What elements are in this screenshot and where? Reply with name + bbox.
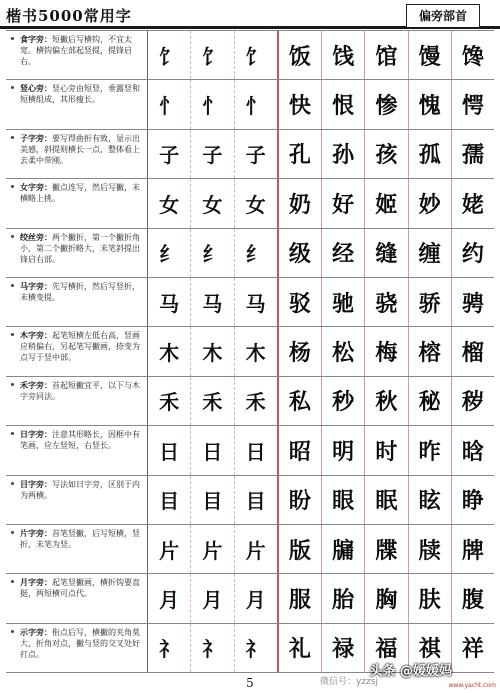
- character-glyph: 眠: [375, 488, 398, 515]
- radical-instruction: 先写横折，然后写竖折，末横变提。: [20, 281, 140, 302]
- radical-row: [6, 327, 494, 376]
- character-cell: [322, 80, 365, 128]
- brand-watermark: 头条 @媛媛妈: [369, 664, 452, 679]
- character-glyph: 福: [375, 636, 398, 663]
- radical-description: [6, 327, 148, 375]
- character-cell: [279, 80, 322, 128]
- practice-cells: [148, 476, 494, 524]
- radical-row: [6, 377, 494, 426]
- character-cell: [365, 426, 408, 474]
- practice-cells: [148, 179, 494, 227]
- radical-glyph: 木: [159, 341, 180, 366]
- practice-cells: [148, 426, 494, 474]
- radical-row: [6, 80, 494, 129]
- radical-cell: [148, 476, 191, 524]
- radical-glyph: 片: [245, 538, 266, 563]
- radical-name: 子字旁：: [20, 133, 52, 143]
- character-cell: [365, 574, 408, 622]
- character-glyph: 馒: [418, 43, 441, 70]
- radical-cell: [148, 426, 191, 474]
- radical-cell: [191, 229, 234, 277]
- character-glyph: 骁: [375, 290, 398, 317]
- radical-cell: [235, 476, 279, 524]
- character-cell: [322, 278, 365, 326]
- practice-cells: [148, 327, 494, 375]
- radical-name: 片字旁：: [20, 528, 52, 538]
- practice-cells: [148, 278, 494, 326]
- character-cell: [452, 278, 494, 326]
- character-cell: [409, 130, 452, 178]
- character-glyph: 秒: [332, 389, 355, 416]
- character-cell: [279, 327, 322, 375]
- character-glyph: 经: [332, 241, 355, 268]
- character-cell: [322, 130, 365, 178]
- radical-glyph: 禾: [245, 390, 266, 415]
- radical-cell: [191, 525, 234, 573]
- radical-glyph: 子: [159, 143, 180, 168]
- character-cell: [322, 31, 365, 79]
- radical-cell: [191, 31, 234, 79]
- character-glyph: 孤: [418, 142, 441, 169]
- radical-glyph: 目: [159, 489, 180, 514]
- character-cell: [322, 229, 365, 277]
- radical-instruction: 撇点连写，然后写撇，末横略上挑。: [20, 183, 140, 204]
- practice-cells: [148, 525, 494, 573]
- radical-glyph: 马: [159, 291, 180, 316]
- site-watermark: www.yacht.com: [448, 682, 496, 689]
- radical-description: [6, 179, 148, 227]
- radical-name: 木字旁：: [20, 331, 52, 341]
- radical-glyph: 子: [202, 143, 223, 168]
- character-glyph: 妙: [418, 191, 441, 218]
- radical-cell: [148, 624, 191, 672]
- character-cell: [452, 229, 494, 277]
- character-cell: [409, 525, 452, 573]
- radical-cell: [148, 278, 191, 326]
- character-glyph: 杨: [288, 340, 311, 367]
- character-glyph: 祥: [461, 636, 484, 663]
- practice-cells: [148, 80, 494, 128]
- radical-glyph: 片: [159, 538, 180, 563]
- character-glyph: 惨: [375, 93, 398, 120]
- radical-name: 示字旁：: [20, 627, 52, 637]
- character-glyph: 服: [288, 586, 311, 613]
- radical-name: 绞丝旁：: [20, 232, 52, 242]
- radical-description: [6, 377, 148, 425]
- radical-cell: [235, 229, 279, 277]
- radical-row: [6, 525, 494, 574]
- character-glyph: 牍: [418, 537, 441, 564]
- radical-cell: [235, 31, 279, 79]
- character-glyph: 孔: [288, 142, 311, 169]
- radical-cell: [191, 80, 234, 128]
- radical-name: 目字旁：: [20, 479, 52, 489]
- character-glyph: 松: [332, 340, 355, 367]
- character-cell: [365, 476, 408, 524]
- character-cell: [279, 476, 322, 524]
- radical-cell: [191, 278, 234, 326]
- radical-description: [6, 426, 148, 474]
- radical-cell: [235, 80, 279, 128]
- practice-cells: [148, 574, 494, 622]
- radical-cell: [235, 377, 279, 425]
- character-cell: [409, 476, 452, 524]
- radical-glyph: 月: [202, 587, 223, 612]
- radical-description: [6, 624, 148, 672]
- character-glyph: 榴: [461, 340, 484, 367]
- radical-row: [6, 179, 494, 228]
- radical-glyph: 礻: [159, 637, 180, 662]
- character-cell: [452, 377, 494, 425]
- character-glyph: 孺: [461, 142, 484, 169]
- radical-description: [6, 31, 148, 79]
- practice-cells: [148, 377, 494, 425]
- radical-glyph: 月: [245, 587, 266, 612]
- radical-description: [6, 525, 148, 573]
- character-cell: [322, 525, 365, 573]
- character-cell: [279, 525, 322, 573]
- character-cell: [279, 229, 322, 277]
- radical-cell: [148, 525, 191, 573]
- character-cell: [322, 574, 365, 622]
- radical-row: [6, 30, 494, 80]
- character-glyph: 饯: [332, 43, 355, 70]
- radical-cell: [148, 179, 191, 227]
- character-glyph: 缠: [418, 241, 441, 268]
- character-cell: [409, 31, 452, 79]
- character-glyph: 姥: [461, 191, 484, 218]
- character-cell: [452, 624, 494, 672]
- radical-glyph: 饣: [245, 44, 266, 69]
- character-glyph: 奶: [288, 191, 311, 218]
- character-cell: [279, 574, 322, 622]
- radical-name: 马字旁：: [20, 281, 52, 291]
- practice-cells: [148, 130, 494, 178]
- character-cell: [279, 179, 322, 227]
- page-number: 5: [246, 676, 254, 690]
- radical-glyph: 子: [245, 143, 266, 168]
- character-glyph: 快: [288, 93, 311, 120]
- radical-instruction: 注意其形略长，因框中有笔画，应左竖短，右竖长。: [20, 430, 140, 451]
- character-glyph: 驰: [332, 290, 355, 317]
- radical-instruction: 写法如日字旁，区别于内为两横。: [20, 479, 140, 500]
- character-cell: [409, 574, 452, 622]
- character-cell: [365, 278, 408, 326]
- radical-cell: [235, 130, 279, 178]
- character-glyph: 牌: [461, 537, 484, 564]
- radical-glyph: 饣: [159, 44, 180, 69]
- character-glyph: 明: [332, 438, 355, 465]
- radical-cell: [235, 624, 279, 672]
- character-cell: [279, 624, 322, 672]
- character-cell: [279, 377, 322, 425]
- radical-glyph: 禾: [159, 390, 180, 415]
- radical-glyph: 忄: [159, 94, 180, 119]
- radical-cell: [148, 327, 191, 375]
- radical-description: [6, 130, 148, 178]
- radical-glyph: 纟: [245, 242, 266, 267]
- character-cell: [279, 426, 322, 474]
- radical-instruction: 起笔短横左低右高，竖画应稍偏右，另起笔写撇画，捺变为点写于竖中部。: [20, 331, 140, 363]
- character-cell: [452, 31, 494, 79]
- character-cell: [279, 31, 322, 79]
- character-cell: [452, 426, 494, 474]
- radical-cell: [148, 80, 191, 128]
- character-glyph: 级: [288, 241, 311, 268]
- character-glyph: 愕: [461, 93, 484, 120]
- book-title: 楷书5000常用字: [6, 7, 132, 25]
- character-cell: [409, 179, 452, 227]
- character-cell: [322, 179, 365, 227]
- radical-row: [6, 476, 494, 525]
- character-cell: [452, 130, 494, 178]
- radical-glyph: 月: [159, 587, 180, 612]
- character-cell: [409, 327, 452, 375]
- character-cell: [365, 31, 408, 79]
- character-glyph: 时: [375, 438, 398, 465]
- character-glyph: 孩: [375, 142, 398, 169]
- character-glyph: 眩: [418, 488, 441, 515]
- character-cell: [409, 229, 452, 277]
- character-glyph: 梅: [375, 340, 398, 367]
- radical-cell: [148, 31, 191, 79]
- character-cell: [322, 377, 365, 425]
- character-glyph: 禄: [332, 636, 355, 663]
- character-cell: [322, 476, 365, 524]
- radical-glyph: 饣: [202, 44, 223, 69]
- radical-glyph: 目: [202, 489, 223, 514]
- radical-row: [6, 574, 494, 623]
- radical-glyph: 纟: [202, 242, 223, 267]
- character-cell: [365, 179, 408, 227]
- character-cell: [365, 80, 408, 128]
- radical-name: 禾字旁：: [20, 380, 52, 390]
- character-glyph: 腹: [461, 586, 484, 613]
- character-cell: [365, 327, 408, 375]
- character-cell: [365, 377, 408, 425]
- character-glyph: 好: [332, 191, 355, 218]
- radical-row: [6, 229, 494, 278]
- character-cell: [452, 476, 494, 524]
- character-glyph: 馆: [375, 43, 398, 70]
- practice-grid: [6, 30, 494, 673]
- radical-glyph: 女: [245, 192, 266, 217]
- character-glyph: 愧: [418, 93, 441, 120]
- character-cell: [452, 327, 494, 375]
- character-glyph: 骋: [461, 290, 484, 317]
- character-glyph: 眼: [332, 488, 355, 515]
- character-cell: [452, 179, 494, 227]
- character-glyph: 秋: [375, 389, 398, 416]
- character-cell: [365, 130, 408, 178]
- character-glyph: 版: [288, 537, 311, 564]
- radical-glyph: 目: [245, 489, 266, 514]
- radical-glyph: 女: [202, 192, 223, 217]
- character-glyph: 私: [288, 389, 311, 416]
- character-cell: [322, 426, 365, 474]
- radical-description: [6, 476, 148, 524]
- radical-row: [6, 278, 494, 327]
- radical-cell: [191, 426, 234, 474]
- radical-glyph: 礻: [245, 637, 266, 662]
- radical-name: 月字旁：: [20, 578, 52, 588]
- radical-instruction: 短撇后写横钩，不宜太宽。横钩偏左部起竖提，提锋启右。: [20, 35, 132, 66]
- radical-cell: [235, 327, 279, 375]
- radical-glyph: 片: [202, 538, 223, 563]
- character-cell: [322, 327, 365, 375]
- radical-cell: [191, 130, 234, 178]
- radical-glyph: 忄: [202, 94, 223, 119]
- radical-description: [6, 229, 148, 277]
- radical-instruction: 竖心旁由短竖，垂露竖和短横组成，其形瘦长。: [20, 84, 140, 105]
- radical-glyph: 日: [159, 439, 180, 464]
- character-glyph: 骄: [418, 290, 441, 317]
- radical-cell: [191, 476, 234, 524]
- character-glyph: 缝: [375, 241, 398, 268]
- radical-cell: [235, 278, 279, 326]
- radical-row: [6, 130, 494, 179]
- radical-instruction: 首笔竖撇，后写短横，竖折，末笔为竖。: [20, 528, 140, 549]
- radical-cell: [148, 377, 191, 425]
- radical-name: 女字旁：: [20, 183, 52, 193]
- radical-cell: [235, 574, 279, 622]
- radical-name: 竖心旁：: [20, 84, 52, 94]
- character-glyph: 祺: [418, 636, 441, 663]
- character-glyph: 盼: [288, 488, 311, 515]
- character-glyph: 榕: [418, 340, 441, 367]
- page-header: [0, 0, 500, 30]
- character-cell: [279, 278, 322, 326]
- radical-glyph: 木: [245, 341, 266, 366]
- practice-cells: [148, 31, 494, 79]
- radical-glyph: 纟: [159, 242, 180, 267]
- character-glyph: 昭: [288, 438, 311, 465]
- radical-glyph: 女: [159, 192, 180, 217]
- character-glyph: 饭: [288, 43, 311, 70]
- section-tab: 偏旁部首: [406, 4, 480, 27]
- radical-name: 日字旁：: [20, 430, 52, 440]
- character-glyph: 秽: [461, 389, 484, 416]
- character-glyph: 礼: [288, 636, 311, 663]
- radical-description: [6, 278, 148, 326]
- character-glyph: 胎: [332, 586, 355, 613]
- character-cell: [452, 525, 494, 573]
- character-glyph: 昨: [418, 438, 441, 465]
- radical-cell: [235, 179, 279, 227]
- radical-instruction: 要写得曲折有致，显示出美感，斜提则横长一点，整体看上去柔中带刚。: [20, 133, 140, 165]
- radical-row: [6, 426, 494, 475]
- radical-cell: [191, 574, 234, 622]
- radical-glyph: 马: [202, 291, 223, 316]
- radical-cell: [191, 327, 234, 375]
- character-cell: [409, 278, 452, 326]
- character-glyph: 姬: [375, 191, 398, 218]
- radical-instruction: 首起短撇宜平，以下与木字旁同法。: [20, 380, 140, 401]
- radical-description: [6, 574, 148, 622]
- radical-instruction: 起笔竖撇画，横折钩要直挺，两短横可点代。: [20, 578, 140, 599]
- character-glyph: 牖: [332, 537, 355, 564]
- radical-glyph: 日: [202, 439, 223, 464]
- radical-glyph: 礻: [202, 637, 223, 662]
- character-cell: [322, 624, 365, 672]
- character-glyph: 睁: [461, 488, 484, 515]
- radical-instruction: 衔点后写，横撇的夹角莫大，折角对点，撇与竖的交叉处好打点。: [20, 627, 140, 659]
- character-cell: [452, 574, 494, 622]
- character-cell: [365, 229, 408, 277]
- character-glyph: 约: [461, 241, 484, 268]
- character-cell: [409, 377, 452, 425]
- radical-glyph: 木: [202, 341, 223, 366]
- watermark-text: 微信号：yzzsj: [320, 677, 378, 687]
- character-glyph: 胸: [375, 586, 398, 613]
- radical-glyph: 禾: [202, 390, 223, 415]
- radical-cell: [191, 624, 234, 672]
- radical-glyph: 马: [245, 291, 266, 316]
- radical-instruction: 两个撇折，第一个撇折角小，第二个撇折略大，末笔斜提出锋启右部。: [20, 232, 140, 264]
- character-cell: [409, 426, 452, 474]
- character-glyph: 牒: [375, 537, 398, 564]
- radical-cell: [235, 426, 279, 474]
- radical-cell: [148, 574, 191, 622]
- character-glyph: 孙: [332, 142, 355, 169]
- character-cell: [452, 80, 494, 128]
- radical-cell: [191, 377, 234, 425]
- practice-cells: [148, 229, 494, 277]
- radical-name: 食字旁：: [20, 35, 52, 44]
- radical-cell: [148, 229, 191, 277]
- character-cell: [409, 80, 452, 128]
- radical-description: [6, 80, 148, 128]
- radical-glyph: 忄: [245, 94, 266, 119]
- character-glyph: 肤: [418, 586, 441, 613]
- character-cell: [365, 525, 408, 573]
- radical-cell: [235, 525, 279, 573]
- character-glyph: 驳: [288, 290, 311, 317]
- character-cell: [279, 130, 322, 178]
- radical-cell: [148, 130, 191, 178]
- radical-cell: [191, 179, 234, 227]
- character-glyph: 恨: [332, 93, 355, 120]
- character-glyph: 秘: [418, 389, 441, 416]
- character-glyph: 馋: [461, 43, 484, 70]
- radical-glyph: 日: [245, 439, 266, 464]
- character-glyph: 晗: [461, 438, 484, 465]
